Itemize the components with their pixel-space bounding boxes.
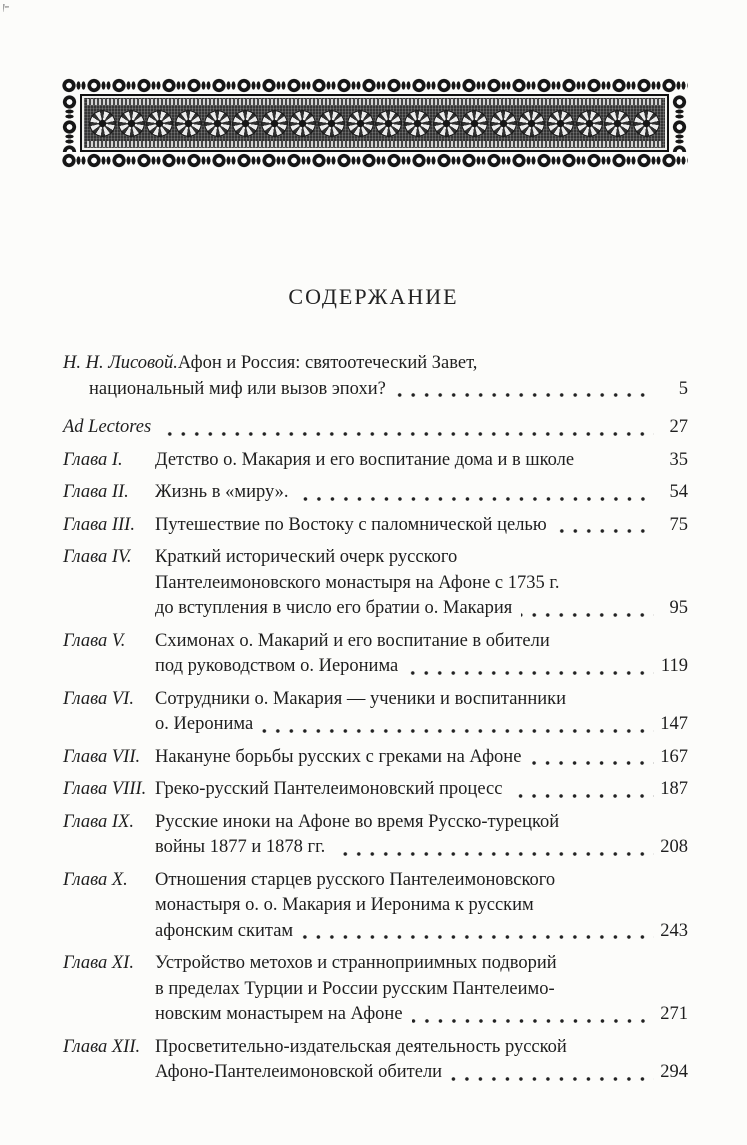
rosette-flower-icon [347, 110, 374, 137]
toc-entry-label: Глава V. [63, 630, 126, 651]
ornament-inner-band [84, 98, 665, 148]
toc-entry-label: Глава X. [63, 869, 128, 890]
toc-page-number: 27 [669, 417, 688, 437]
ornament-chain-top [61, 77, 688, 94]
toc-entry-title [155, 480, 688, 506]
toc-text: Путешествие по Востоку с паломнической целью [155, 514, 547, 535]
leader-dots [158, 415, 654, 441]
toc-page-number: 147 [660, 714, 688, 734]
leader-dots [296, 480, 654, 506]
toc-entry [63, 448, 688, 474]
toc-entry-title [63, 415, 688, 441]
toc-entry [63, 868, 688, 945]
toc-entry-label: Глава IX. [63, 811, 134, 832]
toc-entry-title [155, 777, 688, 803]
toc-text: о. Иеронима [155, 714, 254, 734]
toc-entry-title [63, 351, 688, 402]
toc-text: Устройство метохов и странноприимных подворий [155, 953, 557, 973]
toc-text: в пределах Турции и России русским Пантелеимо- [155, 978, 555, 999]
toc-text: монастыря о. о. Макария и Иеронима к русским [155, 895, 534, 915]
leader-dots [405, 654, 654, 680]
toc-entry-label: Глава IV. [63, 547, 132, 567]
toc-entry [63, 629, 688, 680]
leader-dots [410, 1002, 654, 1028]
toc-page-number: 208 [660, 837, 688, 857]
toc-page-number: 119 [660, 656, 688, 676]
ornament-chain-left [61, 94, 78, 152]
toc-entry-label: Глава I. [63, 449, 123, 470]
toc-text: Греко-русский Пантелеимоновский процесс [155, 779, 503, 799]
scan-artifact [1, 4, 15, 62]
rosette-flower-icon [518, 110, 545, 137]
rosette-flower-icon [633, 110, 660, 137]
toc-entry-label: Глава II. [63, 482, 129, 502]
toc-entry-title [155, 687, 688, 738]
toc-text: национальный миф или вызов эпохи? [89, 378, 386, 399]
rosette-flower-icon [490, 110, 517, 137]
toc-entry [63, 687, 688, 738]
rosette-flower-icon [261, 110, 288, 137]
toc-entry [63, 810, 688, 861]
toc-text: Накануне борьбы русских с греками на Афоне [155, 746, 522, 767]
toc-text: войны 1877 и 1878 гг. [155, 837, 326, 857]
leader-dots [554, 513, 654, 539]
leader-dots [260, 712, 654, 738]
rosette-flower-icon [146, 110, 173, 137]
toc-text: Сотрудники о. Макария — ученики и воспитанники [155, 688, 567, 709]
toc-text: афонским скитам [155, 920, 294, 941]
leader-dots [528, 745, 654, 771]
toc-page-number: 271 [660, 1004, 688, 1024]
toc-text: под руководством о. Иеронима [155, 656, 399, 676]
ornament-headband [61, 77, 688, 169]
toc-entry [63, 777, 688, 803]
ornament-chain-bottom [61, 152, 688, 169]
toc-entry-label: Глава XI. [63, 953, 134, 973]
page-title: СОДЕРЖАНИЕ [288, 284, 459, 309]
rosette-flower-icon [604, 110, 631, 137]
toc-text: Ad Lectores [63, 417, 152, 437]
toc-text: Отношения старцев русского Пантелеимоновского [155, 869, 556, 890]
toc-entry [63, 513, 688, 539]
toc-entry-label: Глава VIII. [63, 779, 147, 799]
toc-entry [63, 415, 688, 441]
toc-entry-label: Глава VI. [63, 688, 134, 709]
toc-text: Н. Н. Лисовой. [63, 353, 178, 373]
toc-page-number: 187 [660, 779, 688, 799]
leader-dots [449, 1060, 654, 1086]
toc-text: Афон и Россия: святоотеческий Завет, [177, 353, 478, 373]
leader-dots [332, 835, 654, 861]
rosette-flower-icon [547, 110, 574, 137]
toc-text: Просветительно-издательская деятельность русской [155, 1036, 567, 1057]
toc-entry-title [155, 545, 688, 622]
toc-entry [63, 745, 688, 771]
ornament-texture-top [87, 99, 662, 105]
toc-page-number: 35 [669, 449, 688, 470]
toc-entry-label: Глава III. [63, 514, 135, 535]
toc-entry-title [155, 1035, 688, 1086]
toc-page-number: 95 [669, 598, 688, 618]
toc-entry [63, 351, 688, 402]
toc-page-number: 167 [660, 746, 688, 767]
toc-entry-title [155, 629, 688, 680]
leader-dots [581, 448, 654, 474]
toc-text: Афоно-Пантелеимоновской обители [155, 1062, 443, 1082]
toc-entry [63, 480, 688, 506]
toc-page-number: 5 [678, 378, 688, 399]
rosette-flower-icon [375, 110, 402, 137]
rosette-flower-icon [461, 110, 488, 137]
toc-text: Русские иноки на Афоне во время Русско-турецкой [155, 811, 560, 832]
leader-dots [519, 596, 654, 622]
leader-dots [393, 377, 654, 403]
toc-entry-label: Глава VII. [63, 746, 141, 767]
toc-text: до вступления в число его братии о. Макария [155, 598, 513, 618]
toc-entry-label: Глава XII. [63, 1036, 141, 1057]
rosette-flower-icon [404, 110, 431, 137]
rosette-flower-icon [289, 110, 316, 137]
toc-page-number: 243 [660, 920, 688, 941]
toc-page-number: 75 [669, 514, 688, 535]
toc-page-number: 294 [660, 1062, 688, 1082]
toc-list [63, 351, 688, 1093]
ornament-texture-bottom [87, 141, 662, 147]
toc-entry-title [155, 448, 688, 474]
toc-text: Жизнь в «миру». [155, 482, 289, 502]
toc-entry [63, 545, 688, 622]
toc-entry-title [155, 745, 688, 771]
rosette-flower-icon [89, 110, 116, 137]
rosette-flower-icon [118, 110, 145, 137]
ornament-chain-right [671, 94, 688, 152]
rosette-flower-icon [318, 110, 345, 137]
toc-entry-title [155, 951, 688, 1028]
toc-entry-title [155, 868, 688, 945]
toc-entry [63, 1035, 688, 1086]
rosette-flower-icon [175, 110, 202, 137]
toc-text: Схимонах о. Макарий и его воспитание в обители [155, 630, 550, 651]
leader-dots [300, 919, 654, 945]
rosette-flower-icon [433, 110, 460, 137]
leader-dots [509, 777, 654, 803]
toc-entry-title [155, 513, 688, 539]
ornament-inner-frame [80, 94, 669, 152]
rosette-flower-icon [204, 110, 231, 137]
toc-page-number: 54 [669, 482, 688, 502]
toc-text: новским монастырем на Афоне [155, 1004, 403, 1024]
rosette-flower-icon [576, 110, 603, 137]
toc-text: Краткий исторический очерк русского [155, 547, 458, 567]
toc-text: Детство о. Макария и его воспитание дома и в школе [155, 449, 575, 470]
rosette-row [84, 106, 665, 140]
toc-entry-title [155, 810, 688, 861]
toc-entry [63, 951, 688, 1028]
rosette-flower-icon [232, 110, 259, 137]
toc-text: Пантелеимоновского монастыря на Афоне с 1735 г. [155, 572, 560, 593]
